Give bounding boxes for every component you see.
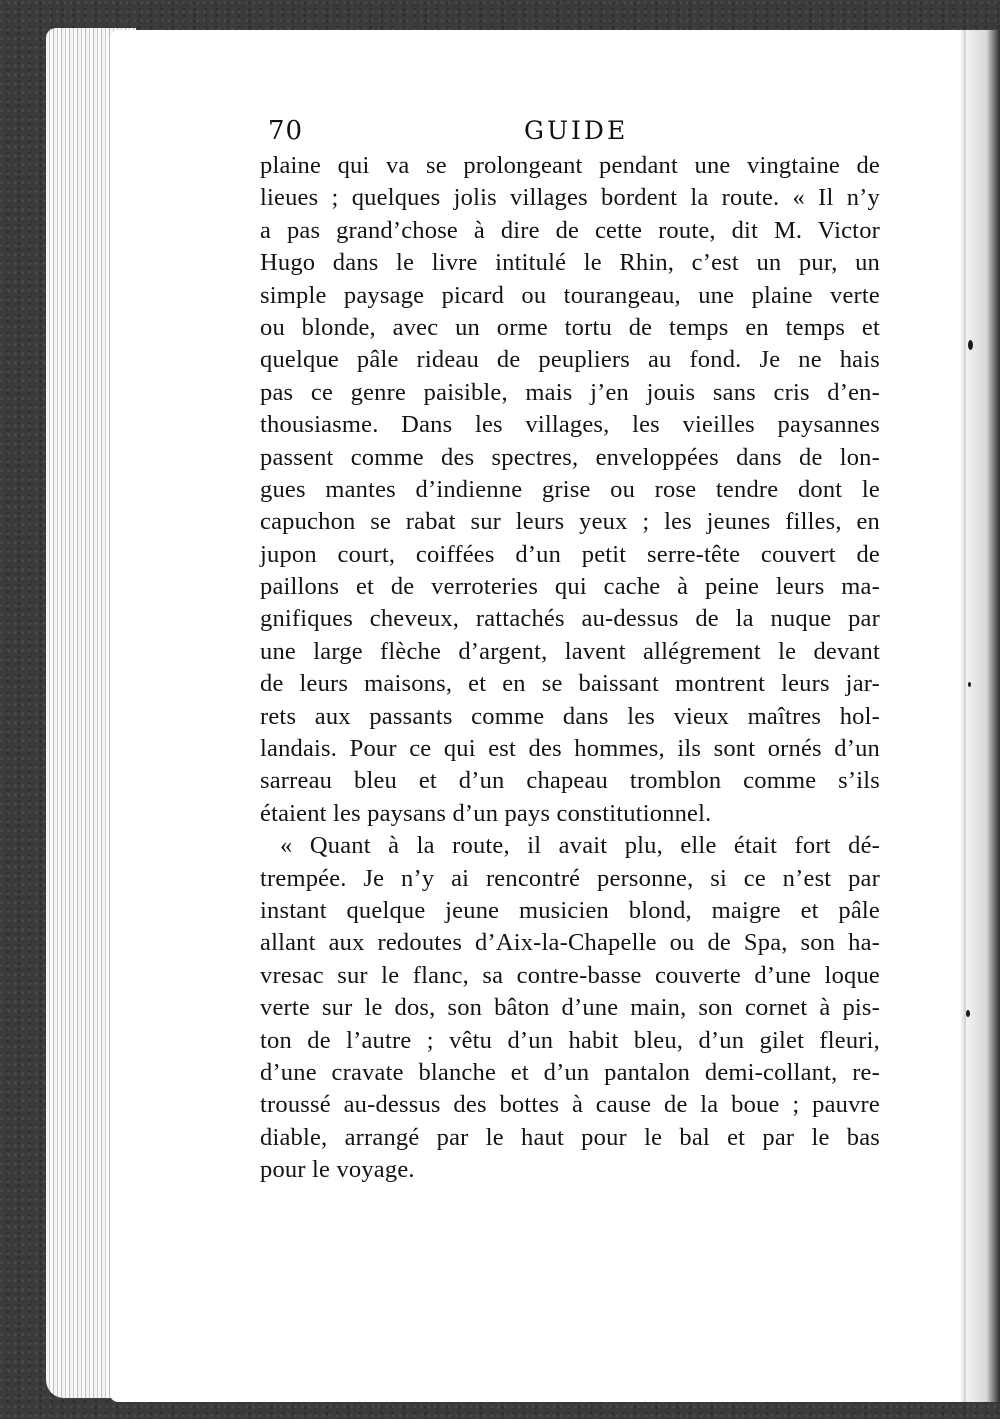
text-line: lieues ; quelques jolis villages bordent la route. « Il n’y xyxy=(260,184,880,212)
text-line: ton de l’autre ; vêtu d’un habit bleu, d’un gilet fleuri, xyxy=(260,1026,880,1054)
text-line: Hugo dans le livre intitulé le Rhin, c’est un pur, un xyxy=(260,249,880,277)
text-line: gues mantes d’indienne grise ou rose tendre dont le xyxy=(260,475,880,503)
ink-speck xyxy=(968,682,971,687)
text-line: pas ce genre paisible, mais j’en jouis sans cris d’en- xyxy=(260,378,880,406)
text-line: a pas grand’chose à dire de cette route, dit M. Victor xyxy=(260,216,880,244)
text-line: d’une cravate blanche et d’un pantalon demi-collant, re- xyxy=(260,1058,880,1086)
text-line: de leurs maisons, et en se baissant montrent leurs jar- xyxy=(260,670,880,698)
text-line: diable, arrangé par le haut pour le bal et par le bas xyxy=(260,1123,880,1151)
page-number: 70 xyxy=(268,116,304,146)
text-line: « Quant à la route, il avait plu, elle était fort dé- xyxy=(280,832,880,860)
text-line: landais. Pour ce qui est des hommes, ils sont ornés d’un xyxy=(260,735,880,763)
running-head: GUIDE xyxy=(524,116,629,145)
text-line: pour le voyage. xyxy=(260,1156,415,1184)
text-line: thousiasme. Dans les villages, les vieilles paysannes xyxy=(260,411,880,439)
ink-speck xyxy=(968,340,973,350)
text-line: plaine qui va se prolongeant pendant une vingtaine de xyxy=(260,152,880,179)
text-line: simple paysage picard ou tourangeau, une plaine verte xyxy=(260,281,880,309)
text-line: vresac sur le flanc, sa contre-basse couverte d’une loque xyxy=(260,961,880,989)
text-line: rets aux passants comme dans les vieux maîtres hol- xyxy=(260,702,880,730)
text-line: étaient les paysans d’un pays constitutionnel. xyxy=(260,799,712,827)
text-line: capuchon se rabat sur leurs yeux ; les jeunes filles, en xyxy=(260,508,880,536)
text-line: paillons et de verroteries qui cache à peine leurs ma- xyxy=(260,573,880,601)
text-line: sarreau bleu et d’un chapeau tromblon comme s’ils xyxy=(260,767,880,795)
text-line: troussé au-dessus des bottes à cause de la boue ; pauvre xyxy=(260,1091,880,1119)
text-line: quelque pâle rideau de peupliers au fond. Je ne hais xyxy=(260,346,880,374)
text-line: passent comme des spectres, enveloppées dans de lon- xyxy=(260,443,880,471)
facing-page-edge xyxy=(966,30,1000,1402)
body-text xyxy=(260,150,880,1187)
ink-speck xyxy=(966,1010,970,1017)
text-line: instant quelque jeune musicien blond, maigre et pâle xyxy=(260,896,880,924)
text-line: verte sur le dos, son bâton d’une main, son cornet à pis- xyxy=(260,994,880,1022)
text-line: trempée. Je n’y ai rencontré personne, si ce n’est par xyxy=(260,864,880,892)
text-line: une large flèche d’argent, lavent allégrement le devant xyxy=(260,637,880,665)
text-line: ou blonde, avec un orme tortu de temps en temps et xyxy=(260,313,880,341)
text-line: allant aux redoutes d’Aix-la-Chapelle ou de Spa, son ha- xyxy=(260,929,880,957)
text-line: jupon court, coiffées d’un petit serre-tête couvert de xyxy=(260,540,880,568)
text-line: gnifiques cheveux, rattachés au-dessus de la nuque par xyxy=(260,605,880,633)
